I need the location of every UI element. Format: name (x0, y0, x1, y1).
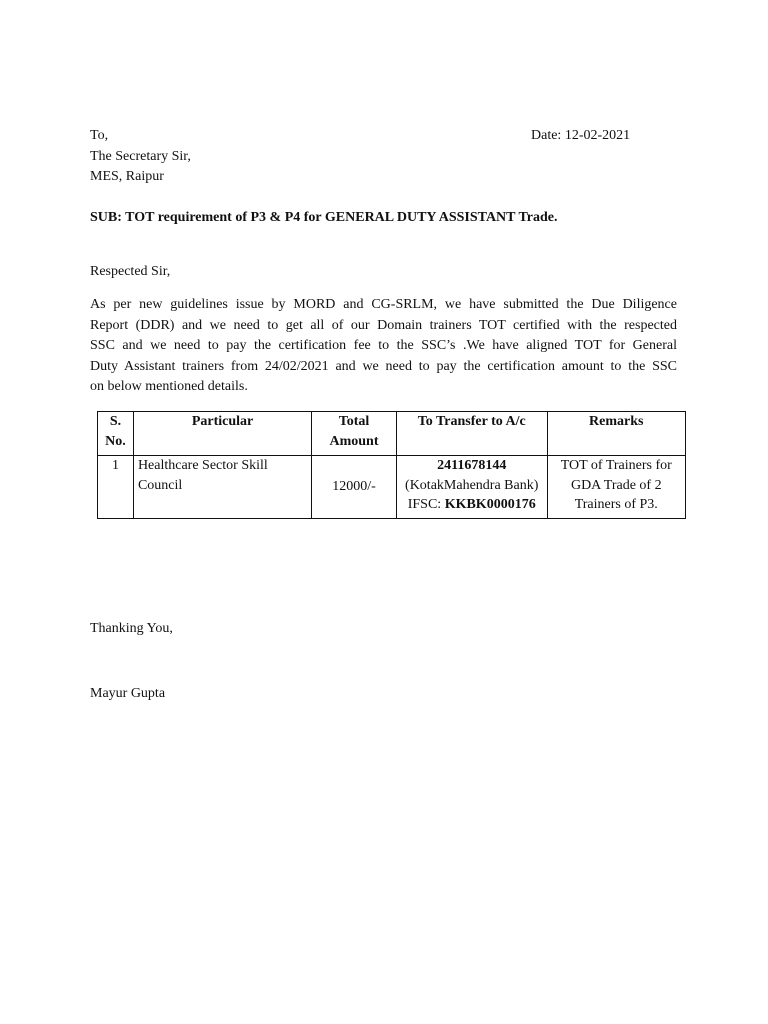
body-line: As per new guidelines issue by MORD and CG-SRLM, we have submitted the Due Diligence (90, 297, 677, 312)
cell-text: Healthcare Sector Skill (137, 458, 268, 473)
greeting: Respected Sir, (90, 264, 171, 279)
cell-text: GDA Trade of 2 (570, 477, 662, 493)
signature-name: Mayur Gupta (90, 686, 166, 701)
cell-text: Council (137, 477, 183, 493)
body-line: on below mentioned details. (90, 379, 248, 394)
letter-date: Date: 12-02-2021 (531, 128, 631, 143)
cell-text: TOT of Trainers for (560, 458, 672, 473)
header-serial-number (98, 412, 134, 456)
account-number: 2411678144 (437, 458, 507, 473)
header-remarks: Remarks (547, 412, 685, 456)
cell-amount: 12000/- (312, 456, 397, 519)
closing-line: Thanking You, (90, 621, 173, 636)
subject-line: SUB: TOT requirement of P3 & P4 for GENERAL DUTY ASSISTANT Trade. (90, 210, 558, 225)
transfer-details-table (97, 411, 686, 519)
body-line: SSC and we need to pay the certification fee to the SSC’s .We have aligned TOT for General (90, 338, 677, 353)
header-text: Total (338, 414, 370, 429)
header-account: To Transfer to A/c (396, 412, 547, 456)
table-header-row (98, 412, 686, 456)
recipient-organization: MES, Raipur (90, 169, 164, 184)
ifsc-label: IFSC: (407, 497, 445, 512)
body-line: Report (DDR) and we need to get all of our Domain trainers TOT certified with the respected (90, 317, 677, 333)
cell-remarks (547, 456, 685, 519)
body-paragraph (90, 295, 677, 398)
header-total-amount (312, 412, 397, 456)
header-text: S. (109, 414, 122, 429)
ifsc-code: KKBK0000176 (444, 497, 536, 512)
body-line: Duty Assistant trainers from 24/02/2021 and we need to pay the certification amount to the SSC (90, 358, 677, 374)
salutation-to: To, (90, 128, 109, 143)
cell-text: Trainers of P3. (574, 497, 658, 512)
bank-name: (KotakMahendra Bank) (405, 477, 539, 493)
cell-particular (133, 456, 311, 519)
recipient-title: The Secretary Sir, (90, 149, 191, 164)
cell-account (396, 456, 547, 519)
header-particular: Particular (133, 412, 311, 456)
header-text: Amount (329, 433, 379, 449)
table-row (98, 456, 686, 519)
header-text: No. (105, 433, 126, 449)
cell-serial-number: 1 (98, 456, 134, 519)
